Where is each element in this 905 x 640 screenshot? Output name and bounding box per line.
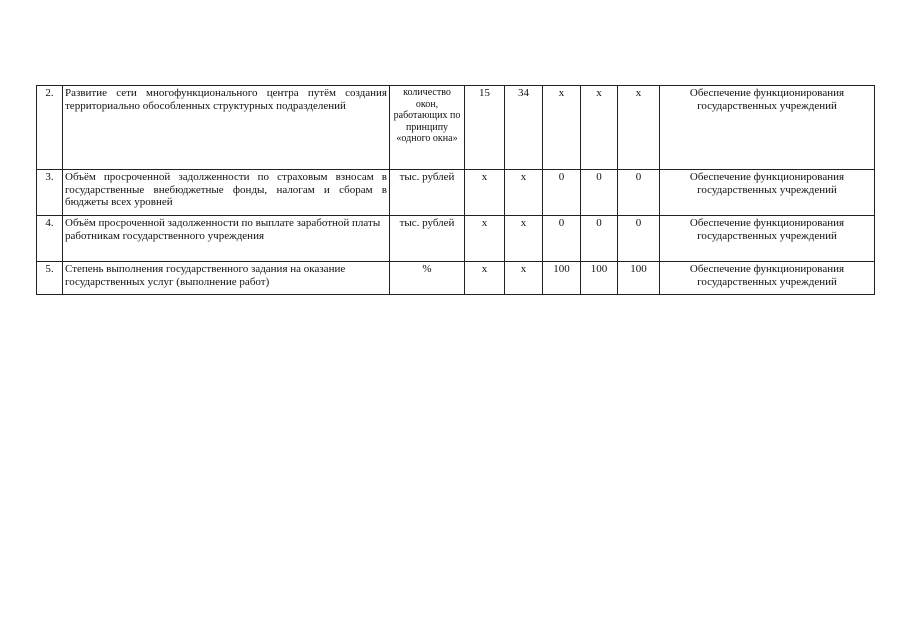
- indicators-table: [36, 85, 875, 295]
- indicator-name: Степень выполнения государственного задания на оказание государственных услуг (выполнение работ): [63, 262, 390, 295]
- goal-cell: Обеспечение функционирования государственных учреждений: [660, 216, 875, 262]
- value-cell: 0: [618, 170, 660, 216]
- value-cell: х: [581, 86, 618, 170]
- goal-cell: Обеспечение функционирования государственных учреждений: [660, 86, 875, 170]
- table-row: [37, 86, 875, 170]
- indicator-name: Объём просроченной задолженности по выплате заработной платы работникам государственного учреждения: [63, 216, 390, 262]
- goal-cell: Обеспечение функционирования государственных учреждений: [660, 170, 875, 216]
- unit-of-measure: тыс. рублей: [390, 170, 465, 216]
- indicator-name: Объём просроченной задолженности по страховым взносам в государственные внебюджетные фонды, налогам и сборам в бюджеты всех уровней: [63, 170, 390, 216]
- value-cell: 100: [581, 262, 618, 295]
- value-cell: х: [543, 86, 581, 170]
- value-cell: х: [505, 262, 543, 295]
- table-row: [37, 170, 875, 216]
- unit-of-measure: %: [390, 262, 465, 295]
- row-number: 4.: [37, 216, 63, 262]
- value-cell: х: [465, 170, 505, 216]
- value-cell: 100: [618, 262, 660, 295]
- row-number: 3.: [37, 170, 63, 216]
- row-number: 5.: [37, 262, 63, 295]
- unit-of-measure: тыс. рублей: [390, 216, 465, 262]
- value-cell: х: [465, 262, 505, 295]
- value-cell: 15: [465, 86, 505, 170]
- table-row: [37, 262, 875, 295]
- indicator-name: Развитие сети многофункционального центра путём создания территориально обособленных структурных подразделений: [63, 86, 390, 170]
- value-cell: 100: [543, 262, 581, 295]
- value-cell: 0: [543, 170, 581, 216]
- value-cell: 0: [543, 216, 581, 262]
- row-number: 2.: [37, 86, 63, 170]
- table-row: [37, 216, 875, 262]
- value-cell: х: [505, 216, 543, 262]
- value-cell: х: [505, 170, 543, 216]
- value-cell: х: [465, 216, 505, 262]
- value-cell: 0: [618, 216, 660, 262]
- value-cell: 0: [581, 170, 618, 216]
- value-cell: 0: [581, 216, 618, 262]
- value-cell: 34: [505, 86, 543, 170]
- unit-of-measure: количество окон, работающих по принципу «одного окна»: [390, 86, 465, 170]
- goal-cell: Обеспечение функционирования государственных учреждений: [660, 262, 875, 295]
- value-cell: х: [618, 86, 660, 170]
